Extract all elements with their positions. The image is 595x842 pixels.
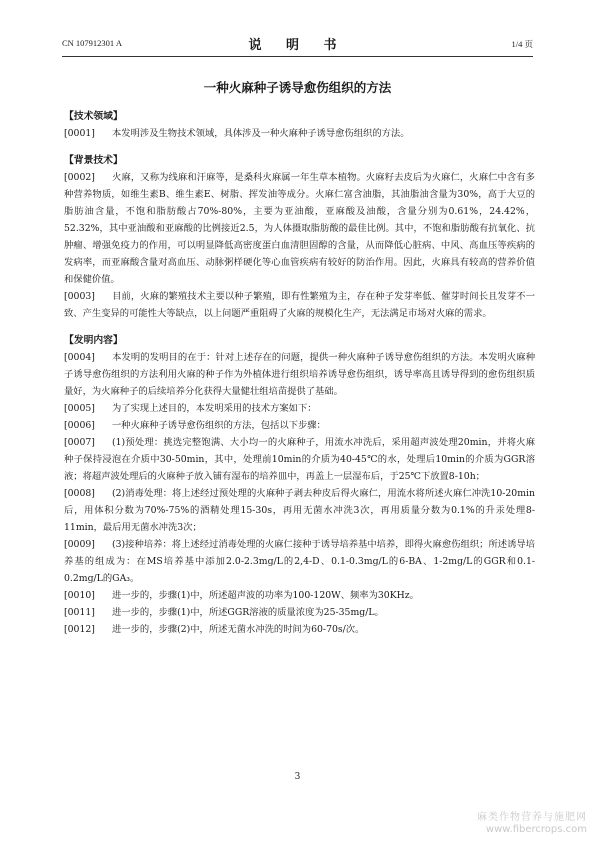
paragraph-number: [0010] xyxy=(64,590,95,601)
paragraph-number: [0012] xyxy=(64,624,95,635)
paragraph-text: 进一步的，步骤(1)中，所述超声波的功率为100-120W、频率为30KHz。 xyxy=(112,590,419,601)
watermark-name: 麻类作物营养与施肥网 xyxy=(477,812,587,823)
paragraph xyxy=(64,434,535,485)
paragraph xyxy=(64,288,535,322)
paragraph-text: 本发明涉及生物技术领域，具体涉及一种火麻种子诱导愈伤组织的方法。 xyxy=(112,128,410,139)
paragraph xyxy=(64,417,535,434)
page-info: 1/4 页 xyxy=(511,39,533,49)
paragraph xyxy=(64,169,535,288)
document-body xyxy=(64,108,535,638)
paragraph-text: (1)预处理：挑选完整饱满、大小均一的火麻种子，用流水冲洗后，采用超声波处理20min，并将火麻种子保持浸泡在介质中30-50min，其中，处理前10min的介质为40-45℃的水，处理后10min的介质为GGR溶液；将超声波处理后的火麻种子放入铺有湿布的培养皿中，再盖上一层湿布后，于25℃下放置8-10h； xyxy=(64,437,535,482)
paragraph-number: [0011] xyxy=(64,607,95,618)
paragraph-number: [0001] xyxy=(64,128,95,139)
paragraph xyxy=(64,349,535,400)
paragraph-number: [0004] xyxy=(64,352,95,363)
paragraph-text: (2)消毒处理：将上述经过预处理的火麻种子剥去种皮后得火麻仁，用流水将所述火麻仁冲洗10-20min后，用体积分数为70%-75%的酒精处理15-30s，再用无菌水冲洗3次，再用质量分数为0.1%的升汞处理8-11min，最后用无菌水冲洗3次； xyxy=(64,488,535,533)
paragraph xyxy=(64,604,535,621)
paragraph-text: 一种火麻种子诱导愈伤组织的方法，包括以下步骤： xyxy=(112,420,326,431)
document-title: 一种火麻种子诱导愈伤组织的方法 xyxy=(203,80,392,95)
watermark-url: www.fibercrops.com xyxy=(485,824,587,835)
header-rule xyxy=(62,56,533,57)
paragraph-number: [0002] xyxy=(64,172,95,183)
paragraph-text: 为了实现上述目的，本发明采用的技术方案如下： xyxy=(112,403,317,414)
section-heading: 【背景技术】 xyxy=(64,155,123,166)
publication-number: CN 107912301 A xyxy=(62,38,122,48)
paragraph xyxy=(64,400,535,417)
document-type: 说 明 书 xyxy=(248,38,347,53)
paragraph-number: [0005] xyxy=(64,403,95,414)
paragraph-number: [0009] xyxy=(64,539,95,550)
section-heading: 【技术领域】 xyxy=(64,111,123,122)
paragraph-number: [0007] xyxy=(64,437,95,448)
paragraph-number: [0006] xyxy=(64,420,95,431)
paragraph xyxy=(64,125,535,142)
paragraph-text: 目前，火麻的繁殖技术主要以种子繁殖，即有性繁殖为主，存在种子发芽率低、催芽时间长且发芽不一致、产生变异的可能性大等缺点，以上问题严重阻碍了火麻的规模化生产，无法满足市场对火麻的需求。 xyxy=(64,291,535,319)
paragraph xyxy=(64,621,535,638)
paragraph xyxy=(64,587,535,604)
paragraph-text: 本发明的发明目的在于：针对上述存在的问题，提供一种火麻种子诱导愈伤组织的方法。本发明火麻种子诱导愈伤组织的方法利用火麻的种子作为外植体进行组织培养诱导愈伤组织，诱导率高且诱导得到的愈伤组织质量好，为火麻种子的后续培养分化获得大量健壮组培苗提供了基础。 xyxy=(64,352,535,397)
paragraph-number: [0008] xyxy=(64,488,95,499)
paragraph-text: 进一步的，步骤(2)中，所述无菌水冲洗的时间为60-70s/次。 xyxy=(112,624,365,635)
paragraph-text: 火麻，又称为线麻和汗麻等，是桑科火麻属一年生草本植物。火麻籽去皮后为火麻仁，火麻仁中含有多种营养物质，如维生素B、维生素E、树脂、挥发油等成分。火麻仁富含油脂，其油脂油含量为30%，高于大豆的脂肪油含量，不饱和脂肪酸占70%-80%，主要为亚油酸，亚麻酸及油酸，含量分别为0.61%，24.42%，52.32%，其中亚油酸和亚麻酸的比例接近2.5，为人体摄取脂肪酸的最佳比例。其中，不饱和脂肪酸有抗氧化、抗肿瘤、增强免疫力的作用，可以明显降低高密度蛋白血清胆固醇的含量，从而降低心脏病、中风、高血压等疾病的发病率，而亚麻酸含量对高血压、动脉粥样硬化等心血管疾病有较好的防治作用。因此，火麻具有较高的营养价值和保健价值。 xyxy=(64,172,535,285)
watermark xyxy=(477,812,587,836)
paragraph-text: 进一步的，步骤(1)中，所述GGR溶液的质量浓度为25-35mg/L。 xyxy=(112,607,384,618)
paragraph xyxy=(64,485,535,536)
page-header xyxy=(62,34,533,52)
page-number: 3 xyxy=(294,772,301,782)
paragraph xyxy=(64,536,535,587)
paragraph-text: (3)接种培养：将上述经过消毒处理的火麻仁接种于诱导培养基中培养，即得火麻愈伤组织；所述诱导培养基的组成为：在MS培养基中添加2.0-2.3mg/L的2,4-D、0.1-0.3mg/L的6-BA、1-2mg/L的GGR和0.1-0.2mg/L的GA₃。 xyxy=(64,539,535,584)
section-heading: 【发明内容】 xyxy=(64,335,123,346)
paragraph-number: [0003] xyxy=(64,291,95,302)
